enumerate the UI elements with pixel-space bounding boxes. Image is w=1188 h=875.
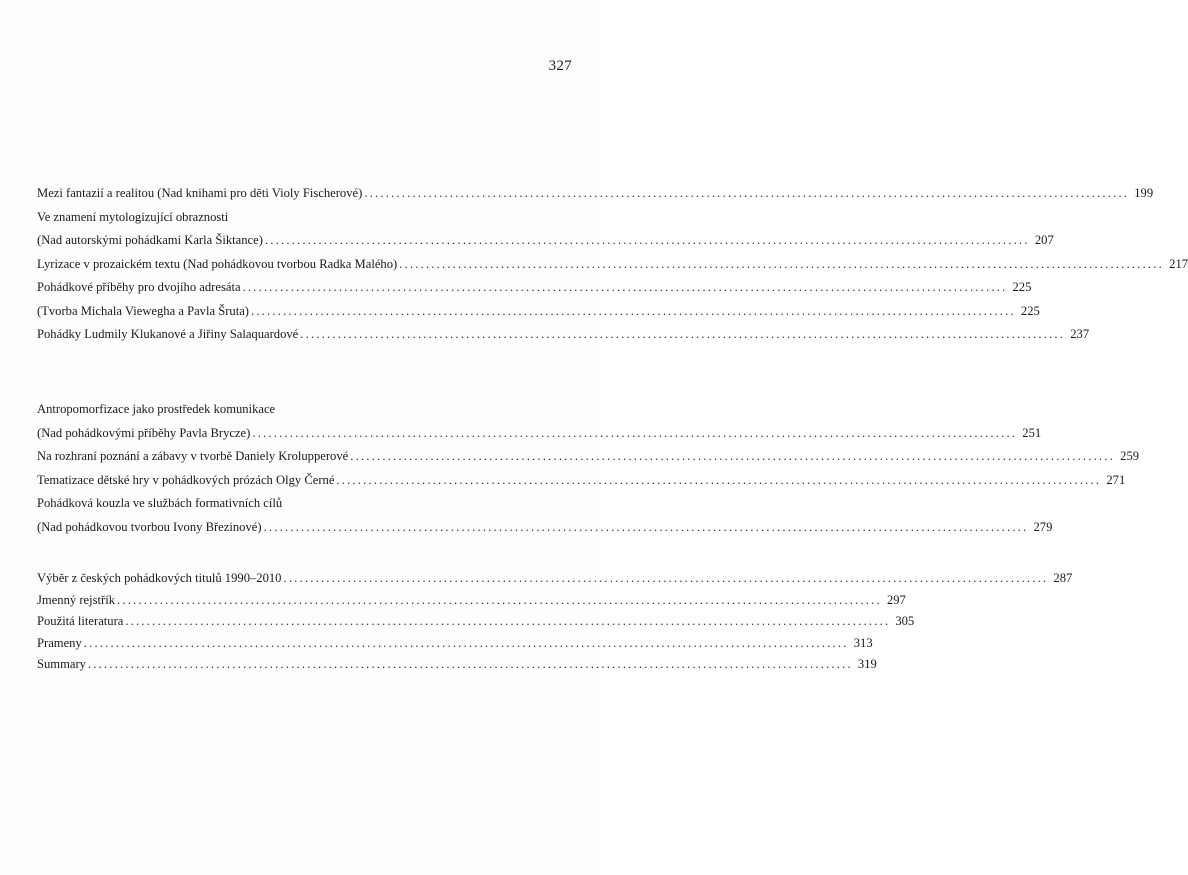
page-number: 327 xyxy=(548,58,572,74)
toc-entry-page: 225 xyxy=(1012,280,1032,294)
toc-entry xyxy=(37,256,1188,281)
dot-leader xyxy=(350,449,1115,464)
toc-entry-page: 313 xyxy=(853,635,873,650)
dot-leader xyxy=(117,593,882,608)
toc-section-2 xyxy=(37,402,1140,543)
dot-leader xyxy=(300,327,1065,342)
toc-entry xyxy=(37,519,1053,544)
toc-entry xyxy=(37,210,488,234)
toc-entry-title: Použitá literatura xyxy=(37,614,124,628)
dot-leader xyxy=(364,186,1129,201)
toc-entry-page: 297 xyxy=(886,592,906,607)
toc-entry-page: 305 xyxy=(895,614,915,628)
toc-entry-title: (Nad autorskými pohádkami Karla Šiktance) xyxy=(37,233,263,247)
dot-leader xyxy=(399,257,1164,272)
toc-entry-title: Lyrizace v prozaickém textu (Nad pohádkovou tvorbou Radka Malého) xyxy=(37,256,398,271)
dot-leader xyxy=(252,426,1017,441)
toc-entry-title: Antropomorfizace jako prostředek komunikace xyxy=(37,402,276,416)
toc-entry-title: Summary xyxy=(37,657,86,671)
toc-entry xyxy=(37,303,1040,328)
toc-entry-title: Tematizace dětské hry v pohádkových prózách Olgy Černé xyxy=(37,472,335,487)
toc-entry xyxy=(37,280,1032,304)
toc-entry-title: (Tvorba Michala Viewegha a Pavla Šruta) xyxy=(37,303,249,318)
toc-entry-page: 199 xyxy=(1134,186,1154,200)
toc-entry xyxy=(37,496,488,520)
toc-entry-page: 207 xyxy=(1034,233,1054,247)
toc-entry-page: 251 xyxy=(1022,425,1042,440)
dot-leader xyxy=(283,571,1048,586)
toc-entry xyxy=(37,472,1126,497)
dot-leader xyxy=(251,304,1016,319)
dot-leader xyxy=(125,614,890,629)
dot-leader xyxy=(88,657,853,672)
toc-entry xyxy=(37,402,488,426)
toc-entry-page: 271 xyxy=(1106,472,1126,487)
toc-entry-title: Výběr z českých pohádkových titulů 1990–2010 xyxy=(37,571,282,585)
toc-entry-title: Pohádky Ludmily Klukanové a Jiřiny Salaquardové xyxy=(37,327,299,341)
toc-entry xyxy=(37,635,873,658)
toc-entry xyxy=(37,449,1140,473)
toc-entry-page: 279 xyxy=(1033,519,1053,534)
toc-entry-title: Jmenný rejstřík xyxy=(37,592,115,607)
toc-entry xyxy=(37,186,1154,210)
toc-entry xyxy=(37,592,906,615)
dot-leader xyxy=(264,520,1029,535)
toc-entry-page: 319 xyxy=(857,657,877,671)
toc-section-3 xyxy=(37,571,1073,679)
toc-entry xyxy=(37,657,877,679)
toc-entry xyxy=(37,425,1042,450)
toc-section-1 xyxy=(37,186,1188,351)
dot-leader xyxy=(336,473,1101,488)
toc-entry xyxy=(37,571,1073,593)
dot-leader xyxy=(84,636,849,651)
toc-entry-title: Prameny xyxy=(37,635,82,650)
toc-entry-title: Na rozhraní poznání a zábavy v tvorbě Daniely Krolupperové xyxy=(37,449,349,463)
toc-entry-title: Pohádková kouzla ve službách formativních cílů xyxy=(37,496,283,510)
toc-entry-title: (Nad pohádkovou tvorbou Ivony Březinové) xyxy=(37,519,262,534)
toc-entry-page: 225 xyxy=(1020,303,1040,318)
toc-entry-page: 237 xyxy=(1070,327,1090,341)
dot-leader xyxy=(265,233,1030,248)
dot-leader xyxy=(243,280,1008,295)
toc-entry-page: 217 xyxy=(1169,256,1188,271)
toc-entry-page: 287 xyxy=(1053,571,1073,585)
toc-entry xyxy=(37,233,1054,257)
toc-entry-title: Mezi fantazií a realitou (Nad knihami pro děti Violy Fischerové) xyxy=(37,186,363,200)
toc-entry-title: Pohádkové příběhy pro dvojího adresáta xyxy=(37,280,241,294)
toc-entry-page: 259 xyxy=(1120,449,1140,463)
toc-entry-title: Ve znamení mytologizující obraznosti xyxy=(37,209,229,224)
toc-entry xyxy=(37,327,1090,351)
toc-entry-title: (Nad pohádkovými příběhy Pavla Brycze) xyxy=(37,425,251,440)
toc-entry xyxy=(37,614,915,636)
